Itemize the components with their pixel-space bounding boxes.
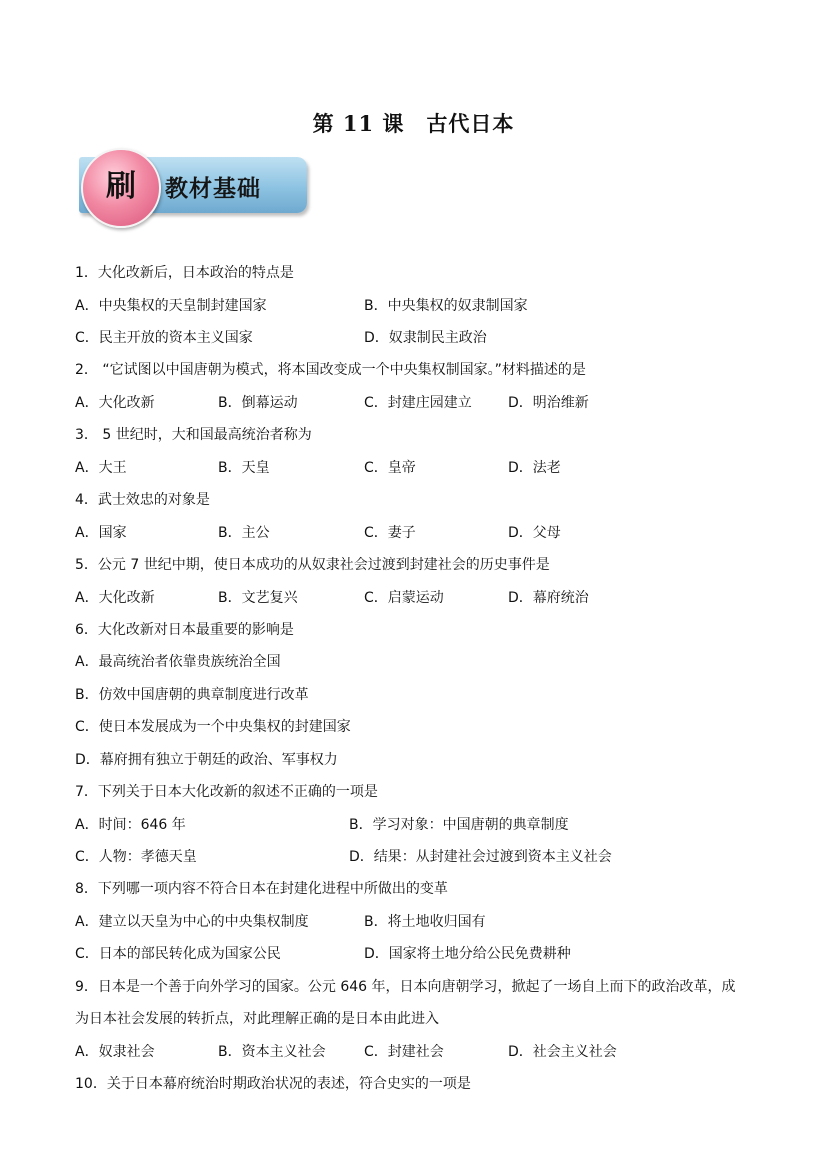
option: A．时间：646 年 xyxy=(75,817,186,833)
question-stem: 7．下列关于日本大化改新的叙述不正确的一项是 xyxy=(75,784,378,800)
option: C．日本的部民转化成为国家公民 xyxy=(75,946,281,962)
question-stem: 9．日本是一个善于向外学习的国家。公元 646 年，日本向唐朝学习，掀起了一场自上而下的政治改革，成 xyxy=(75,979,736,995)
option: B．倒幕运动 xyxy=(218,395,298,411)
question-stem: 10．关于日本幕府统治时期政治状况的表述，符合史实的一项是 xyxy=(75,1076,471,1092)
option: D．幕府统治 xyxy=(508,590,589,606)
option: D．结果：从封建社会过渡到资本主义社会 xyxy=(349,849,612,865)
banner-badge: 刷 xyxy=(106,169,136,204)
banner-label: 教材基础 xyxy=(165,175,261,202)
option: A．中央集权的天皇制封建国家 xyxy=(75,298,267,314)
option: C．封建庄园建立 xyxy=(364,395,472,411)
option: D．幕府拥有独立于朝廷的政治、军事权力 xyxy=(75,752,338,768)
option: B．主公 xyxy=(218,525,270,541)
question-stem: 4．武士效忠的对象是 xyxy=(75,492,210,508)
option: B．中央集权的奴隶制国家 xyxy=(364,298,528,314)
option: C．封建社会 xyxy=(364,1044,444,1060)
option: B．天皇 xyxy=(218,460,270,476)
option: C．启蒙运动 xyxy=(364,590,444,606)
option: D．父母 xyxy=(508,525,561,541)
option: A．最高统治者依靠贵族统治全国 xyxy=(75,654,281,670)
question-stem: 5．公元 7 世纪中期，使日本成功的从奴隶社会过渡到封建社会的历史事件是 xyxy=(75,557,550,573)
question-stem: 1．大化改新后，日本政治的特点是 xyxy=(75,265,294,281)
option: D．明治维新 xyxy=(508,395,589,411)
option: B．学习对象：中国唐朝的典章制度 xyxy=(349,817,569,833)
option: A．建立以天皇为中心的中央集权制度 xyxy=(75,914,309,930)
question-stem-continued: 为日本社会发展的转折点，对此理解正确的是日本由此进入 xyxy=(75,1011,439,1027)
question-stem: 3． 5 世纪时，大和国最高统治者称为 xyxy=(75,427,312,443)
section-banner xyxy=(79,148,309,228)
option: A．大化改新 xyxy=(75,395,155,411)
option: B．资本主义社会 xyxy=(218,1044,326,1060)
lesson-title: 第 11 课 古代日本 xyxy=(312,111,515,136)
option: B．文艺复兴 xyxy=(218,590,298,606)
option: A．大王 xyxy=(75,460,127,476)
option: C．皇帝 xyxy=(364,460,416,476)
option: C．妻子 xyxy=(364,525,416,541)
option: A．大化改新 xyxy=(75,590,155,606)
option: D．法老 xyxy=(508,460,561,476)
option: C．使日本发展成为一个中央集权的封建国家 xyxy=(75,719,351,735)
question-stem: 8．下列哪一项内容不符合日本在封建化进程中所做出的变革 xyxy=(75,881,448,897)
option: D．奴隶制民主政治 xyxy=(364,330,487,346)
option: A．国家 xyxy=(75,525,127,541)
option: C．民主开放的资本主义国家 xyxy=(75,330,253,346)
option: D．社会主义社会 xyxy=(508,1044,617,1060)
option: B．将土地收归国有 xyxy=(364,914,486,930)
option: B．仿效中国唐朝的典章制度进行改革 xyxy=(75,687,309,703)
option: D．国家将土地分给公民免费耕种 xyxy=(364,946,571,962)
question-stem: 6．大化改新对日本最重要的影响是 xyxy=(75,622,294,638)
question-stem: 2． “它试图以中国唐朝为模式，将本国改变成一个中央集权制国家。”材料描述的是 xyxy=(75,362,586,378)
option: A．奴隶社会 xyxy=(75,1044,155,1060)
option: C．人物：孝德天皇 xyxy=(75,849,197,865)
